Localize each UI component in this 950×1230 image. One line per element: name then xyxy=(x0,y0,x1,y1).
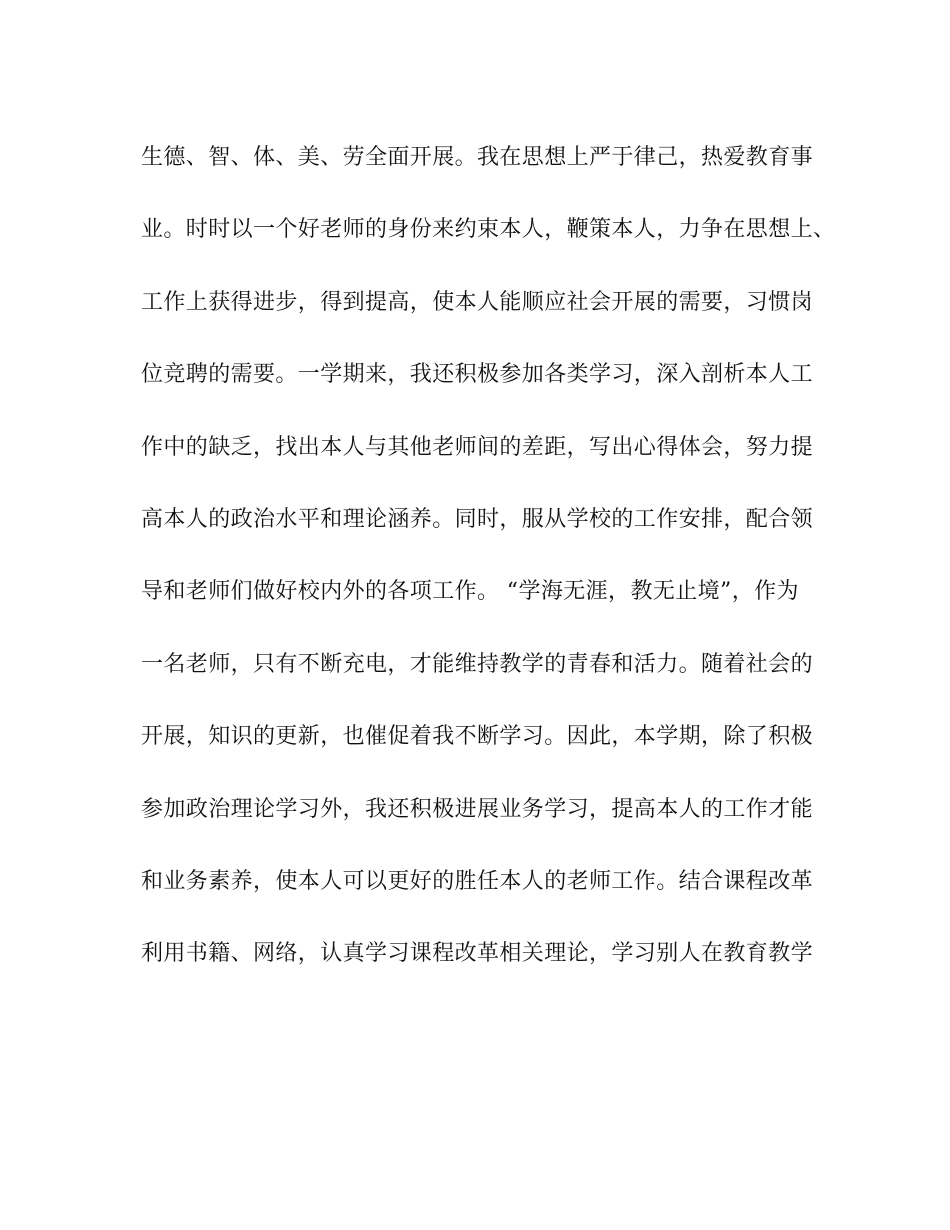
text-line: 生德、智、体、美、劳全面开展。我在思想上严于律己，热爱教育事 xyxy=(141,145,814,170)
text-line: 参加政治理论学习外，我还积极进展业务学习，提高本人的工作才能 xyxy=(141,796,814,822)
text-line: 一名老师，只有不断充电，才能维持教学的青春和活力。随着社会的 xyxy=(141,651,814,677)
text-line: 业。时时以一个好老师的身份来约束本人，鞭策本人，力争在思想上、 xyxy=(141,217,836,243)
body-text xyxy=(141,136,836,1005)
text-line: 工作上获得进步，得到提高，使本人能顺应社会开展的需要，习惯岗 xyxy=(141,289,814,315)
text-line: 作中的缺乏，找出本人与其他老师间的差距，写出心得体会，努力提 xyxy=(141,434,814,460)
text-line: 高本人的政治水平和理论涵养。同时，服从学校的工作安排，配合领 xyxy=(141,506,814,532)
text-line: 导和老师们做好校内外的各项工作。 “学海无涯，教无止境”，作为 xyxy=(141,579,799,605)
text-line: 位竞聘的需要。一学期来，我还积极参加各类学习，深入剖析本人工 xyxy=(141,362,814,388)
text-line: 开展，知识的更新，也催促着我不断学习。因此，本学期，除了积极 xyxy=(141,724,814,750)
text-line: 和业务素养，使本人可以更好的胜任本人的老师工作。结合课程改革 xyxy=(141,868,814,894)
text-line: 利用书籍、网络，认真学习课程改革相关理论，学习别人在教育教学 xyxy=(141,941,814,967)
